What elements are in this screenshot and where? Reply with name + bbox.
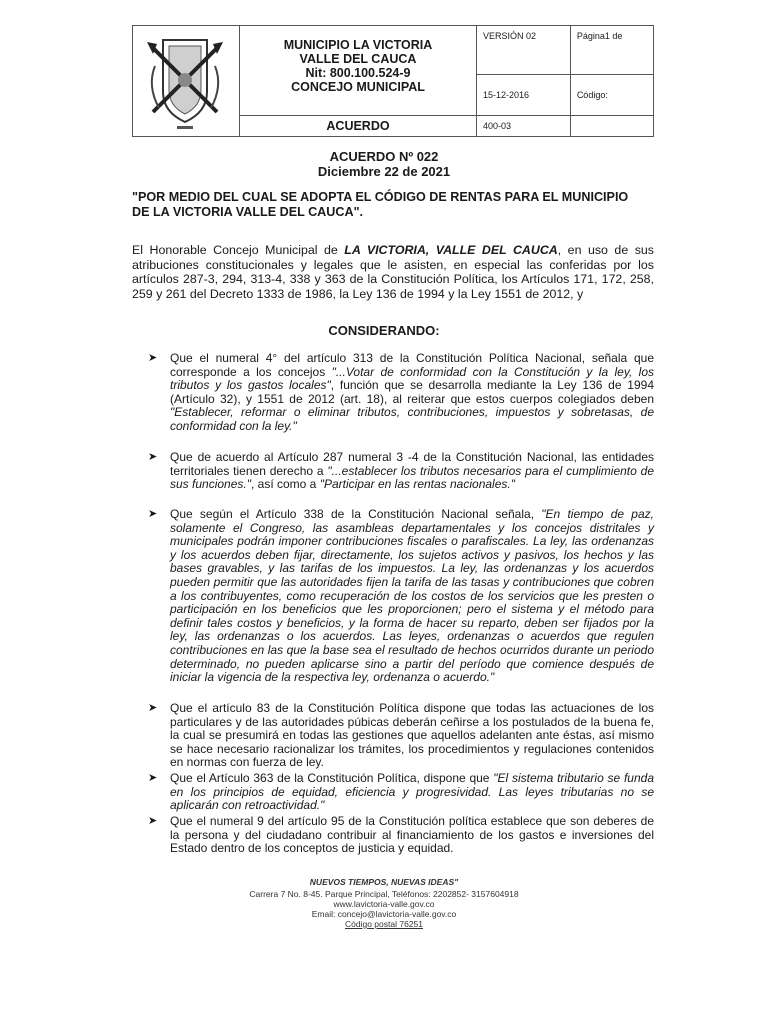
preamble-paragraph xyxy=(132,243,654,301)
preamble-start: El Honorable Concejo Municipal de xyxy=(132,243,345,257)
acuerdo-subtitle-cell: ACUERDO xyxy=(240,116,477,137)
list-item: ➤ Que el Artículo 363 de la Constitución Política, dispone que "El sistema tributario se funda en los principios de equidad, eficiencia y progresividad. Las leyes tributarias no se aplicarán con retroactividad." xyxy=(148,771,654,813)
title-line-1: MUNICIPIO LA VICTORIA xyxy=(283,38,433,52)
logo-cell xyxy=(133,26,240,137)
code-label-cell: Código: xyxy=(570,75,653,116)
agreement-purpose xyxy=(132,190,654,220)
empty-cell xyxy=(570,116,653,137)
agreement-date: Diciembre 22 de 2021 xyxy=(317,164,451,179)
municipality-title-cell xyxy=(240,26,477,116)
list-item: ➤ Que de acuerdo al Artículo 287 numeral 3 -4 de la Constitución Nacional, las entidades territoriales tienen derecho a "...establecer los tributos necesarios para el cumplimiento de sus funciones.", así como a "Participar en las rentas nacionales." xyxy=(148,450,654,492)
arrow-bullet-icon: ➤ xyxy=(148,451,158,463)
preamble-end: , en uso de sus atribuciones constitucionales y legales que le asisten, en especial las conferidas por los artículos 287-3, 294, 313-4, 338 y 363 de la Constitución Política, los Artículos 171, 172, 258, 259 y 261 del Decreto 1333 de 1986, la Ley 136 de 1994 y la Ley 1551 de 2012, y xyxy=(132,243,654,301)
list-item: ➤ Que el artículo 83 de la Constitución Política dispone que todas las actuaciones de los particulares y de las autoridades púbicas deberán ceñirse a los postulados de la buena fe, la cual se presumirá en todas las gestiones que aquellos adelanten ante éstas, así mismo se hace necesario racionalizar los trámites, los procedimientos y regulaciones contenidos en normas con fuerza de ley. xyxy=(148,701,654,770)
list-item: ➤ Que el numeral 9 del artículo 95 de la Constitución política establece que son deberes de la persona y del ciudadano contribuir al financiamiento de los gastos e inversiones del Estado dentro de los conceptos de justicia y equidad. xyxy=(148,814,654,856)
date-cell: 15-12-2016 xyxy=(477,75,571,116)
version-cell: VERSIÓN 02 xyxy=(477,26,571,75)
purpose-line-2: DE LA VICTORIA VALLE DEL CAUCA". xyxy=(132,205,364,219)
preamble-municipality: LA VICTORIA, VALLE DEL CAUCA xyxy=(344,243,558,257)
code-value-cell: 400-03 xyxy=(477,116,571,137)
title-line-3: Nit: 800.100.524-9 xyxy=(305,66,411,80)
page-cell: Página1 de xyxy=(570,26,653,75)
title-line-2: VALLE DEL CAUCA xyxy=(299,52,417,66)
document-header-table xyxy=(132,25,654,137)
footer-email: Email: concejo@lavictoria-valle.gov.co xyxy=(311,909,457,919)
municipal-shield-logo xyxy=(133,26,237,134)
purpose-line-1: "POR MEDIO DEL CUAL SE ADOPTA EL CÓDIGO DE RENTAS PARA EL MUNICIPIO xyxy=(132,190,629,204)
arrow-bullet-icon: ➤ xyxy=(148,772,158,784)
footer-address: Carrera 7 No. 8-45. Parque Principal, Teléfonos: 2202852- 3157604918 xyxy=(249,889,519,899)
footer-postal-code: Código postal 76251 xyxy=(345,919,423,929)
arrow-bullet-icon: ➤ xyxy=(148,702,158,714)
title-line-4: CONCEJO MUNICIPAL xyxy=(291,80,425,94)
footer-slogan: NUEVOS TIEMPOS, NUEVAS IDEAS" xyxy=(309,877,459,887)
arrow-bullet-icon: ➤ xyxy=(148,352,158,364)
list-item: ➤ Que el numeral 4° del artículo 313 de la Constitución Política Nacional, señala que corresponde a los concejos "...Votar de conformidad con la Constitución y la ley, los tributos y los gastos locales", función que se desarrolla mediante la Ley 136 de 1994 (Artículo 32), y 1551 de 2012 (art. 18), al reiterar que estos cuerpos colegiados deben "Establecer, reformar o eliminar tributos, contribuciones, impuestos y sobretasas, de conformidad con la ley." xyxy=(148,351,654,433)
list-item: ➤ Que según el Artículo 338 de la Constitución Nacional señala, "En tiempo de paz, solamente el Congreso, las asambleas departamentales y los concejos distritales y municipales podrán imponer contribuciones fiscales o parafiscales. La ley, las ordenanzas y los acuerdos deben fijar, directamente, los sujetos activos y pasivos, los hechos y las bases gravables, y las tarifas de los impuestos. La ley, las ordenanzas y los acuerdos pueden permitir que las autoridades fijen la tarifa de las tasas y contribuciones que cobren a los contribuyentes, como recuperación de los costos de los servicios que les presten o participación en los beneficios que les proporcionen; pero el sistema y el método para definir tales costos y beneficios, y la forma de hacer su reparto, deben ser fijados por la ley, las ordenanzas o los acuerdos. Las leyes, ordenanzas o acuerdos que regulen contribuciones en las que la base sea el resultado de hechos ocurridos durante un periodo determinado, no pueden aplicarse sino a partir del período que comience después de iniciar la vigencia de la respectiva ley, ordenanza o acuerdo." xyxy=(148,507,654,685)
considerando-heading: CONSIDERANDO: xyxy=(328,323,440,338)
arrow-bullet-icon: ➤ xyxy=(148,815,158,827)
arrow-bullet-icon: ➤ xyxy=(148,508,158,520)
footer-website: www.lavictoria-valle.gov.co xyxy=(333,899,435,909)
agreement-number: ACUERDO Nº 022 xyxy=(329,149,439,164)
